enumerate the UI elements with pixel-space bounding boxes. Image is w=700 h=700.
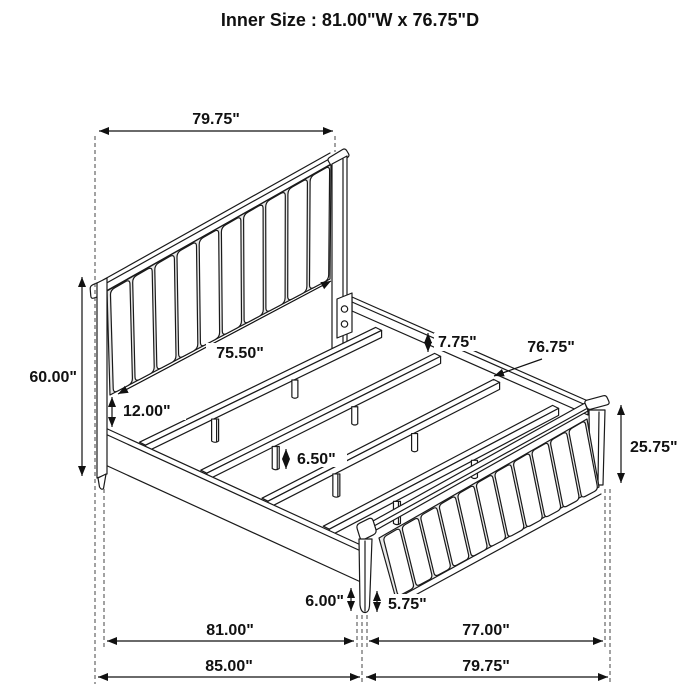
dimension-label: 79.75": [192, 111, 240, 128]
dim-footboard-inner-span: [369, 620, 603, 641]
dim-footboard-leg-height: [377, 591, 432, 613]
dimension-label: 7.75": [438, 334, 477, 351]
support-leg: [352, 407, 358, 425]
upholstery-channel: [177, 243, 198, 357]
dim-overall-width: [98, 656, 360, 677]
bed-line-art: [90, 149, 609, 613]
dim-rail-floor-clearance: [298, 588, 351, 611]
upholstery-channel: [221, 218, 241, 334]
dim-rail-to-slat-gap: [428, 333, 486, 352]
upholstery-channel: [133, 268, 155, 380]
dimension-label: 6.00": [305, 593, 344, 610]
support-leg: [412, 434, 418, 452]
dimension-label: 79.75": [462, 658, 510, 675]
dimension-label: 75.50": [216, 345, 264, 362]
support-leg: [292, 380, 298, 398]
page-title: Inner Size : 81.00"W x 76.75"D: [220, 10, 480, 30]
upholstery-channel: [310, 167, 330, 288]
footboard-front-post-cap: [357, 518, 376, 540]
dimension-label: 25.75": [630, 439, 678, 456]
support-leg: [272, 446, 279, 469]
support-leg: [333, 474, 340, 497]
dimension-label: 81.00": [206, 622, 254, 639]
upholstery-channel: [288, 180, 308, 300]
dim-overall-depth: [366, 656, 608, 677]
mounting-bracket: [337, 293, 352, 338]
bolt-hole: [341, 306, 347, 312]
dimension-label: 6.50": [297, 451, 336, 468]
dim-slat-leg-height: [286, 449, 347, 469]
dim-footboard-height: [621, 405, 689, 483]
dim-headboard-height: [20, 277, 82, 476]
footboard-rear-post-cap: [585, 396, 609, 410]
bolt-hole: [341, 321, 347, 327]
dimension-label: 12.00": [123, 403, 171, 420]
dimension-label: 76.75": [527, 339, 575, 356]
upholstery-channel: [155, 256, 176, 369]
upholstery-channel: [199, 230, 219, 345]
upholstery-channel: [110, 281, 132, 392]
dim-headboard-width: [99, 109, 333, 131]
upholstery-channel: [266, 193, 286, 312]
dimension-label: 60.00": [29, 369, 77, 386]
support-leg: [212, 419, 219, 442]
dim-panel-bottom-to-rail: [112, 397, 186, 427]
headboard-front-post: [90, 278, 107, 489]
dimension-label: 5.75": [388, 596, 427, 613]
dimension-label: 85.00": [205, 658, 253, 675]
upholstery-channel: [244, 205, 264, 323]
dim-slat-span-width: [107, 620, 354, 641]
headboard-front-post: [97, 278, 107, 478]
dimension-label: 77.00": [462, 622, 510, 639]
